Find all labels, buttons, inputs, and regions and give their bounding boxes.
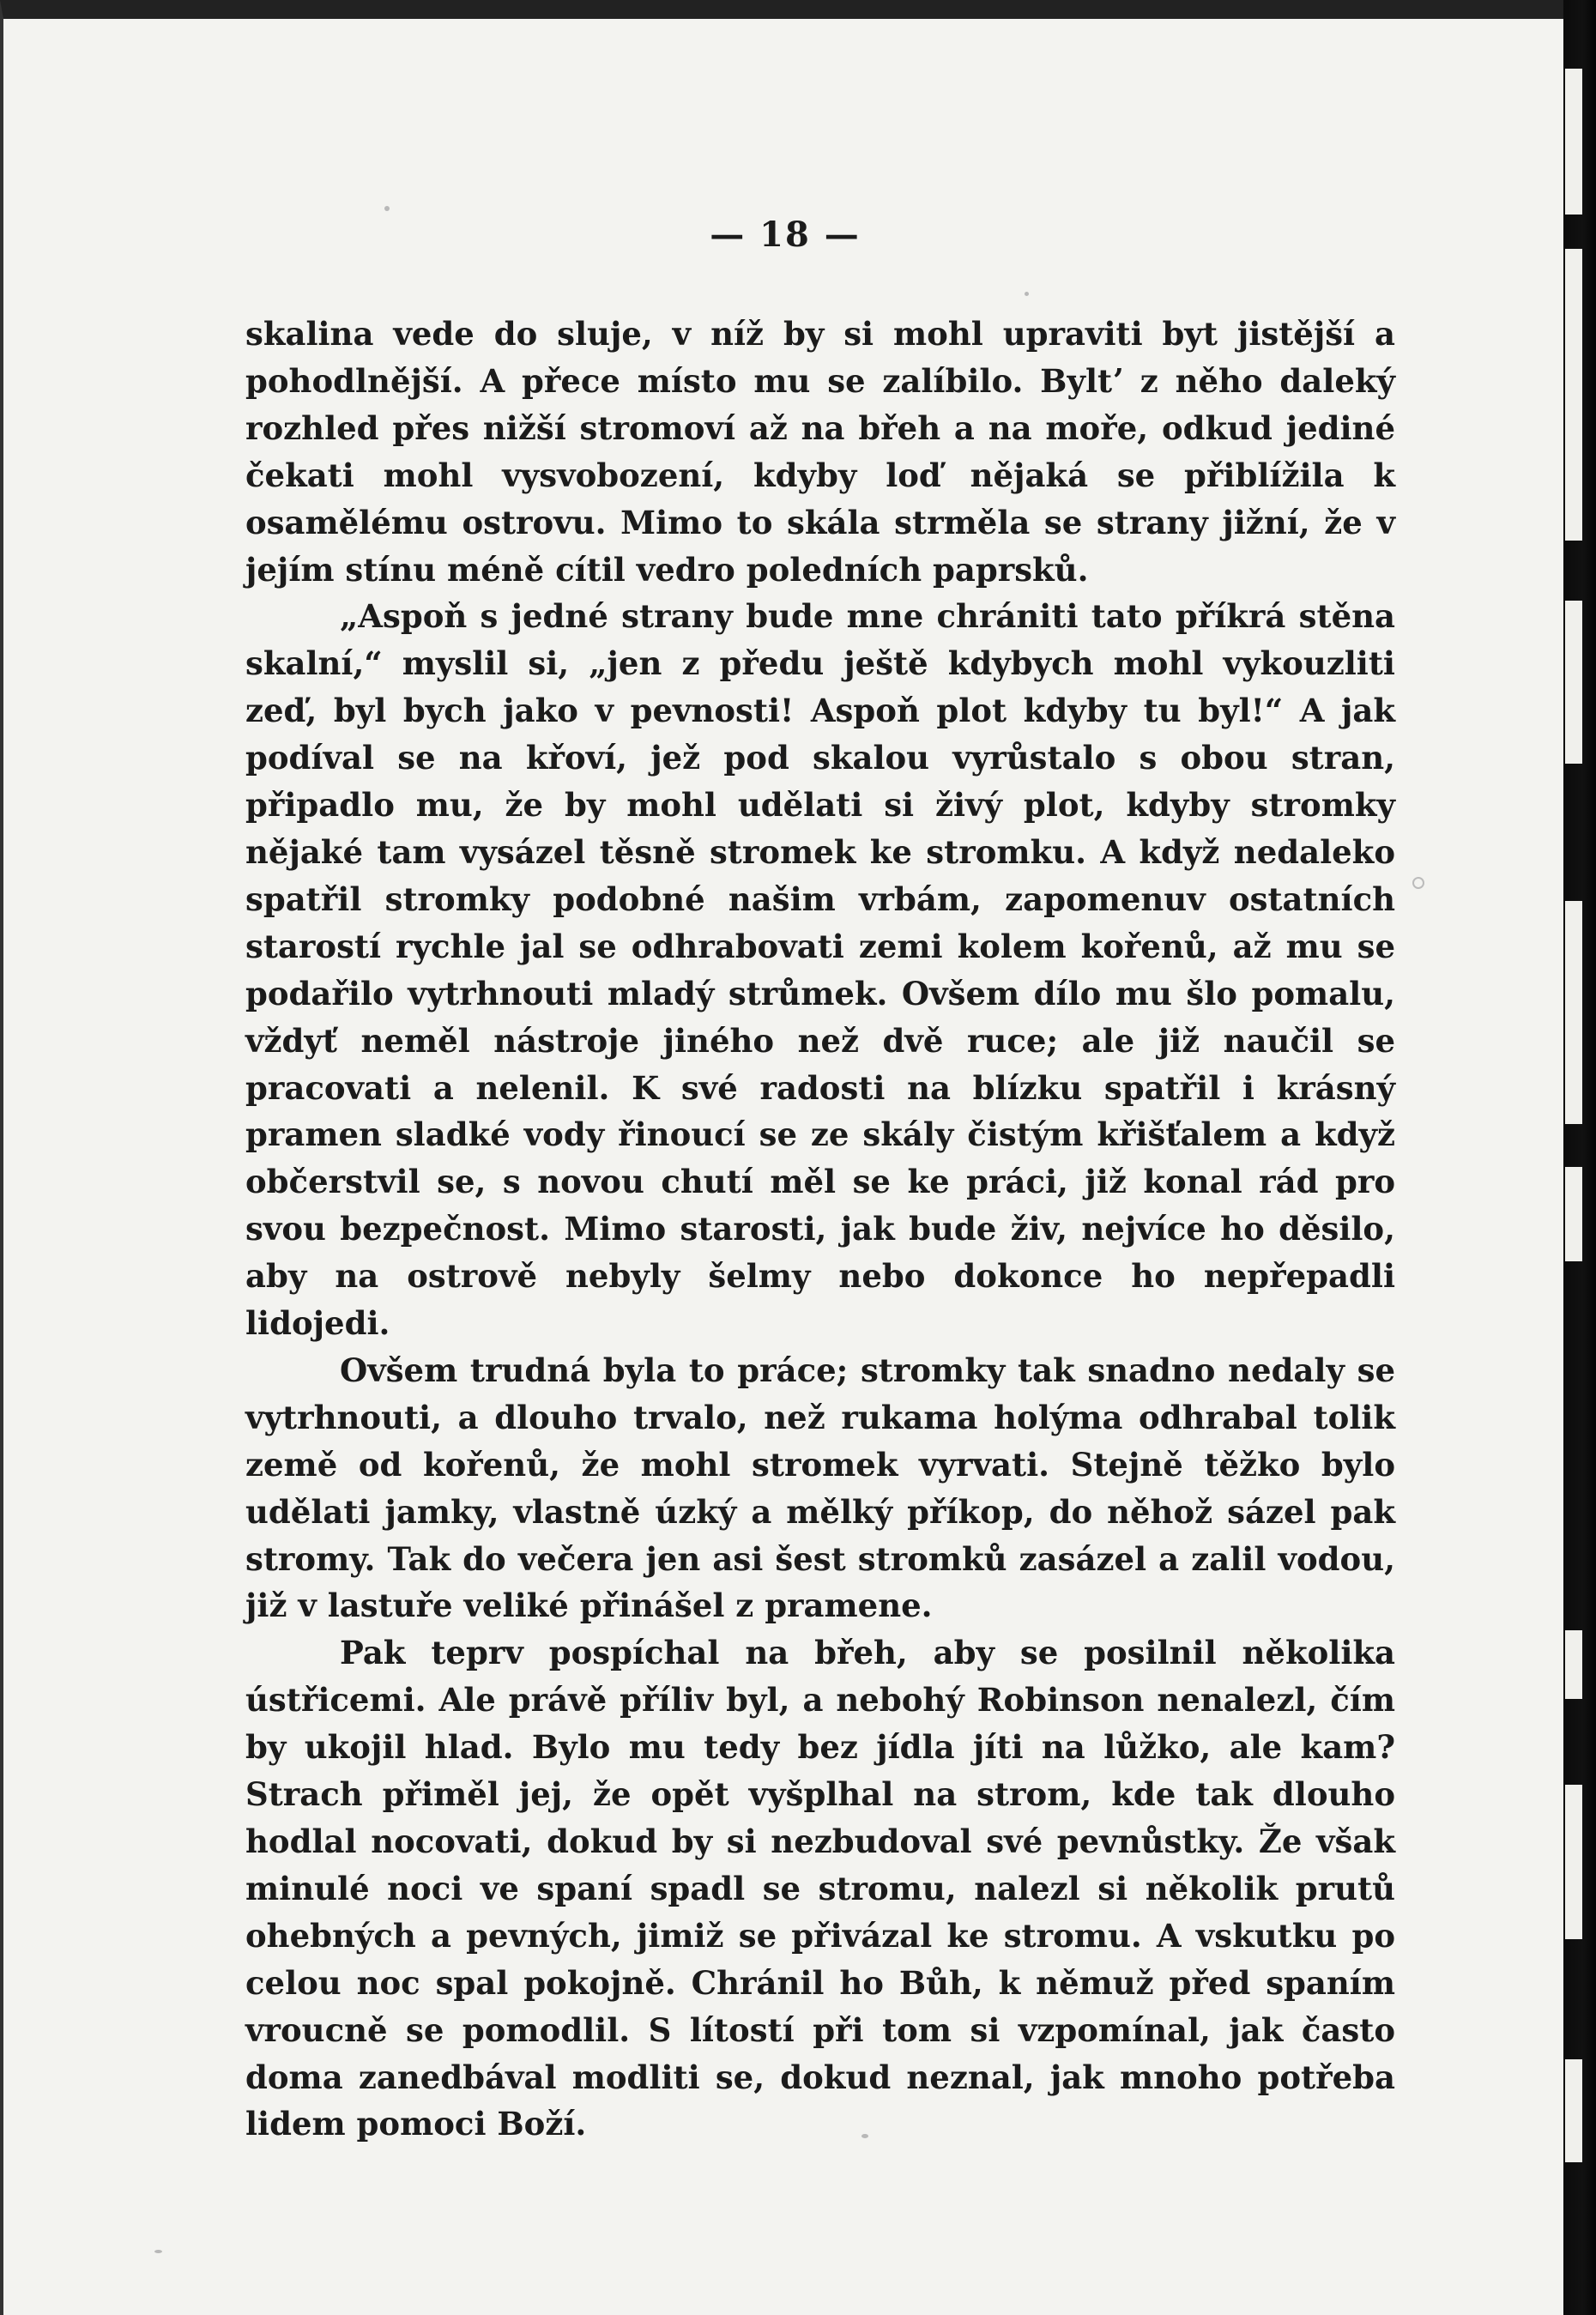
paper-speck — [1025, 292, 1029, 296]
edge-notch — [1565, 1167, 1582, 1261]
edge-notch — [1565, 1785, 1582, 1939]
paper-speck — [154, 2250, 162, 2253]
paragraph-2: „Aspoň s jedné strany bude mne chrániti tato příkrá stěna skalní,“ myslil si, „jen z předu ještě kdybych mohl vykouzliti zeď, byl bych jako v pevnosti! Aspoň plot kdyby tu byl!“ A jak podíval se na křoví, jež pod skalou vyrůstalo s obou stran, připadlo mu, že by mohl udělati si živý plot, kdyby stromky nějaké tam vysázel těsně stromek ke stromku. A když nedaleko spatřil stromky podobné našim vrbám, zapomenuv ostatních starostí rychle jal se odhrabovati zemi kolem kořenů, až mu se podařilo vytrhnouti mladý strůmek. Ovšem dílo mu šlo pomalu, vždyť neměl nástroje jiného než dvě ruce; ale již naučil se pracovati a nelenil. K své radosti na blízku spatřil i krásný pramen sladké vody řinoucí se ze skály čistým křišťalem a když občerstvil se, s novou chutí měl se ke práci, již konal rád pro svou bezpečnost. Mimo starosti, jak bude živ, nejvíce ho děsilo, aby na ostrově nebyly šelmy nebo dokonce ho nepřepadli lidojedi. — [245, 597, 1395, 1343]
paper-speck — [384, 206, 390, 211]
paragraph-4: Pak teprv pospíchal na břeh, aby se posilnil několika ústřicemi. Ale právě příliv byl, a nebohý Robinson nenalezl, čím by ukojil hlad. Bylo mu tedy bez jídla jíti na lůžko, ale kam? Strach přiměl jej, že opět vyšplhal na strom, kde tak dlouho hodlal nocovati, dokud by si nezbudoval své pevnůstky. Že však minulé noci ve spaní spadl se stromu, nalezl si několik prutů ohebných a pevných, jimiž se přivázal ke stromu. A vskutku po celou noc spal pokojně. Chránil ho Bůh, k němuž před spaním vroucně se pomodlil. S lítostí při tom si vzpomínal, jak často doma zanedbával modliti se, dokud neznal, jak mnoho potřeba lidem pomoci Boží. — [245, 1634, 1395, 2143]
paper-speck — [1412, 877, 1424, 889]
edge-notch — [1565, 249, 1582, 541]
page-number: — 18 — — [710, 215, 861, 255]
body-text — [245, 311, 1395, 2148]
edge-notch — [1565, 69, 1582, 215]
book-spine-edge — [1563, 0, 1596, 2315]
edge-notch — [1565, 601, 1582, 764]
paragraph-3: Ovšem trudná byla to práce; stromky tak snadno nedaly se vytrhnouti, a dlouho trvalo, než rukama holýma odhrabal tolik země od kořenů, že mohl stromek vyrvati. Stejně těžko bylo udělati jamky, vlastně úzký a mělký příkop, do něhož sázel pak stromy. Tak do večera jen asi šest stromků zasázel a zalil vodou, již v lastuře veliké přinášel z pramene. — [245, 1351, 1395, 1625]
edge-notch — [1565, 901, 1582, 1124]
edge-notch — [1565, 1630, 1582, 1699]
paragraph-1: skalina vede do sluje, v níž by si mohl upraviti byt jistější a pohodlnější. A přece místo mu se zalíbilo. Byltʼ z něho daleký rozhled přes nižší stromoví až na břeh a na moře, odkud jediné čekati mohl vysvobození, kdyby loď nějaká se přiblížila k osamělému ostrovu. Mimo to skála strměla se strany jižní, že v jejím stínu méně cítil vedro poledních paprsků. — [245, 315, 1395, 589]
edge-notch — [1565, 2059, 1582, 2162]
paper-speck — [861, 2134, 868, 2138]
